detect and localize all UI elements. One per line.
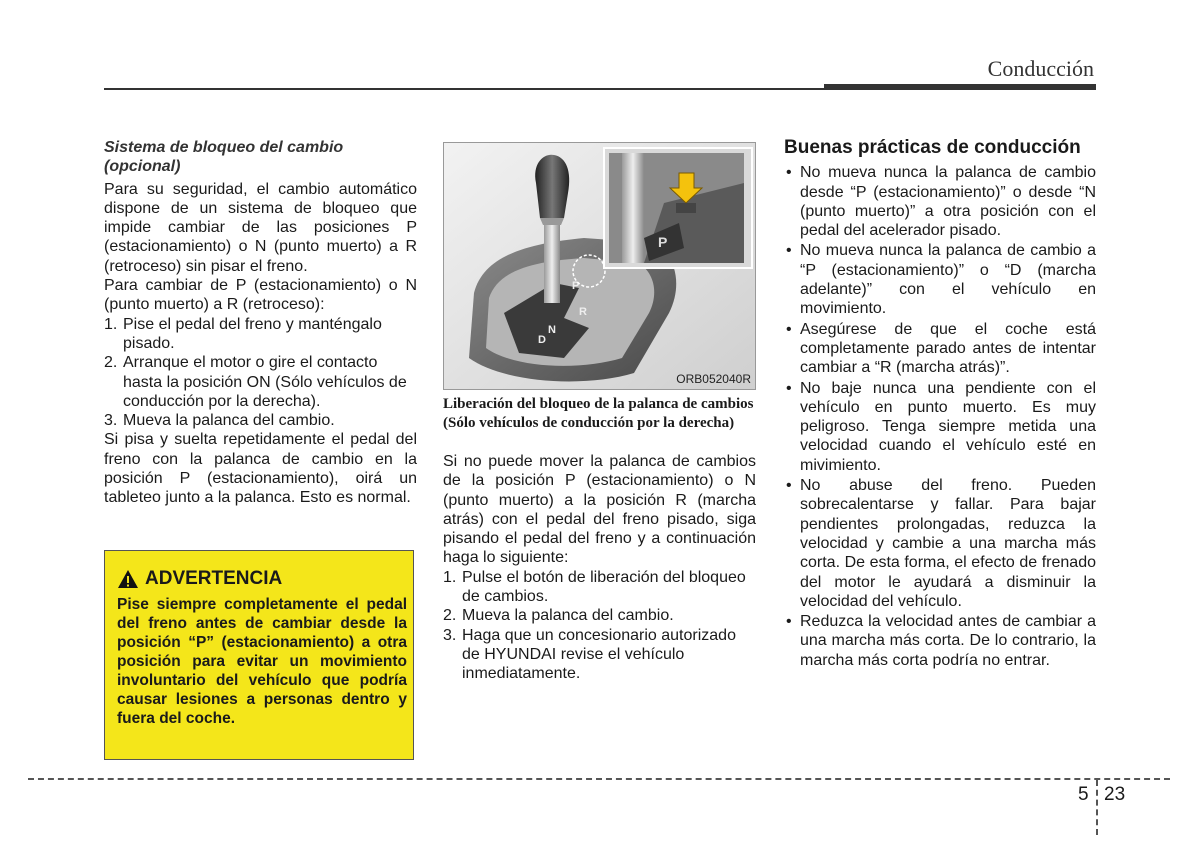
chapter-title: Conducción (987, 56, 1094, 81)
list-item: 3. Mueva la palanca del cambio. (104, 412, 335, 430)
paragraph: Para su seguridad, el cambio automático dispone de un sistema de bloqueo que impide cambiar de las posiciones P (estacionamiento) o N (punto muerto) a R (retroceso) sin pisar el freno. (104, 180, 417, 275)
gate-letter-p: P (572, 280, 580, 292)
figure-caption: Liberación del bloqueo de la palanca de cambios (Sólo vehículos de conducción por la derecha) (443, 396, 754, 431)
header-rule-accent (824, 84, 1096, 90)
paragraph: Para cambiar de P (estacionamiento) o N (punto muerto) a R (retroceso): (104, 277, 417, 314)
list-item: 1. Pise el pedal del freno y manténgalo pisado. (104, 315, 382, 352)
page-number: 23 (1104, 784, 1126, 805)
list-item: 1. Pulse el botón de liberación del bloqueo de cambios. (443, 568, 746, 606)
gate-letter-d: D (538, 334, 546, 346)
gate-letter-n: N (548, 324, 556, 336)
paragraph: Si pisa y suelta repetidamente el pedal del freno con la palanca de cambio en la posición P (estacionamiento), oirá un tableteo junto a la palanca. Esto es normal. (104, 431, 417, 507)
bullet-item: • No mueva nunca la palanca de cambio a “P (estacionamiento)” o “D (marcha adelante)” con el vehículo en movimiento. (784, 241, 1096, 318)
warning-triangle-icon (117, 569, 139, 589)
list-item: 2. Arranque el motor o gire el contacto hasta la posición ON (Sólo vehículos de conducción por la derecha). (104, 354, 407, 410)
list-item: 3. Haga que un concesionario autorizado de HYUNDAI revise el vehículo inmediatamente. (443, 626, 736, 683)
numbered-list (443, 568, 756, 684)
bullet-item: • No abuse del freno. Pueden sobrecalentarse y fallar. Para bajar pendientes prolongadas, reduzca la velocidad y cambie a una marcha más corta. De esta forma, el efecto de frenado del motor le ayudará a disminuir la velocidad del vehículo. (784, 476, 1096, 611)
bullet-list (784, 163, 1096, 670)
paragraph: Si no puede mover la palanca de cambios de la posición P (estacionamiento) o N (punto muerto) a la posición R (marcha atrás) con el pedal del freno pisado, siga pisando el pedal del freno y a continuación haga lo siguiente: (443, 453, 756, 567)
inset-gate-letter-p: P (658, 234, 668, 250)
shift-lever-figure (443, 142, 756, 390)
figure-code: ORB052040R (676, 372, 751, 386)
column-left (104, 138, 417, 508)
bullet-item: • Reduzca la velocidad antes de cambiar a una marcha más corta. De lo contrario, la marcha más corta podría no entrar. (784, 612, 1096, 670)
warning-title: ADVERTENCIA (117, 568, 282, 590)
numbered-list (104, 315, 417, 431)
section-subheading: Sistema de bloqueo del cambio (opcional) (104, 139, 344, 176)
chapter-number: 5 (1078, 784, 1089, 805)
column-right (784, 138, 1096, 671)
gate-letter-r: R (579, 306, 587, 318)
warning-text: Pise siempre completamente el pedal del freno antes de cambiar desde la posición “P” (estacionamiento) a otra posición para evitar un movimiento involuntario del vehículo que podría causar lesiones a personas dentro y fuera del coche. (117, 596, 407, 727)
footer-divider (1096, 780, 1098, 835)
warning-box (104, 550, 414, 760)
shift-lever-illustration (444, 143, 756, 390)
footer-rule (28, 778, 1170, 780)
bullet-item: • No baje nunca una pendiente con el vehículo en punto muerto. Es muy peligroso. Tenga siempre metida una velocidad cuando el vehículo esté en mivimiento. (784, 379, 1096, 475)
column-middle (443, 452, 756, 684)
bullet-item: • Asegúrese de que el coche está completamente parado antes de intentar cambiar a “R (marcha atrás)”. (784, 320, 1096, 378)
list-item: 2. Mueva la palanca del cambio. (443, 607, 674, 625)
header-rule (104, 88, 826, 90)
section-title: Buenas prácticas de conducción (784, 137, 1081, 158)
bullet-item: • No mueva nunca la palanca de cambio desde “P (estacionamiento)” o desde “N (punto muerto)” a otra posición con el pedal del acelerador pisado. (784, 163, 1096, 240)
